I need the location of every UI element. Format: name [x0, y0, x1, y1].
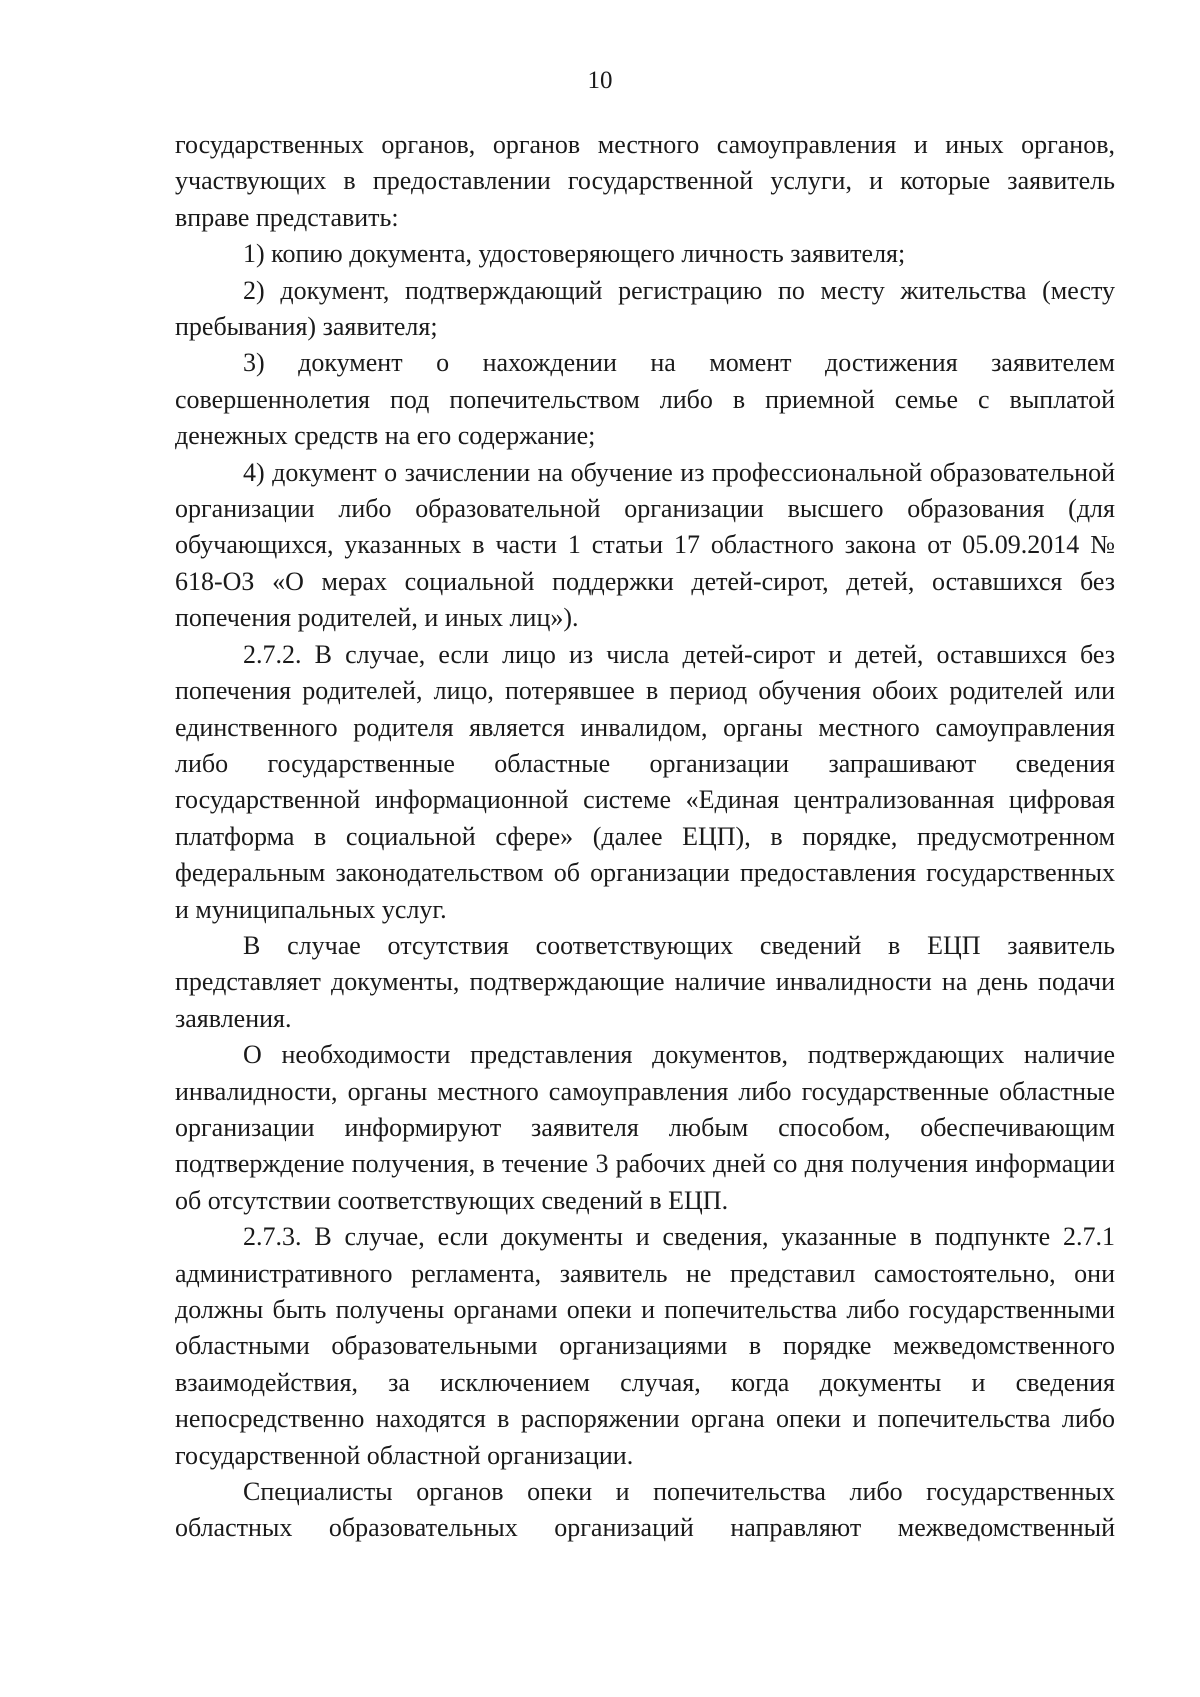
paragraph-continuation: государственных органов, органов местного самоуправления и иных органов, участвующих в предоставлении государственной услуги, и которые заявитель вправе представить:	[175, 130, 1115, 232]
list-item-4: 4) документ о зачислении на обучение из профессиональной образовательной организации либо образовательной организации высшего образования (для обучающихся, указанных в части 1 статьи 17 областного закона от 05.09.2014 № 618-ОЗ «О мерах социальной поддержки детей-сирот, детей, оставшихся без попечения родителей, и иных лиц»).	[175, 457, 1115, 633]
list-item-3: 3) документ о нахождении на момент достижения заявителем совершеннолетия под попечительством либо в приемной семье с выплатой денежных средств на его содержание;	[175, 348, 1115, 451]
list-item-1: 1) копию документа, удостоверяющего личность заявителя;	[243, 239, 906, 269]
paragraph-specialists: Специалисты органов опеки и попечительства либо государственных областных образовательных организаций направляют межведомственный	[175, 1477, 1115, 1543]
paragraph-absence-of-info: В случае отсутствия соответствующих сведений в ЕЦП заявитель представляет документы, подтверждающие наличие инвалидности на день подачи заявления.	[175, 930, 1115, 1033]
paragraph-notification: О необходимости представления документов, подтверждающих наличие инвалидности, органы местного самоуправления либо государственные областные организации информируют заявителя любым способом, обеспечивающим подтверждение получения, в течение 3 рабочих дней со дня получения информации об отсутствии соответствующих сведений в ЕЦП.	[175, 1040, 1115, 1215]
clause-2-7-2: 2.7.2. В случае, если лицо из числа детей-сирот и детей, оставшихся без попечения родителей, лицо, потерявшее в период обучения обоих родителей или единственного родителя является инвалидом, органы местного самоуправления либо государственные областные организации запрашивают сведения государственной информационной системе «Единая централизованная цифровая платформа в социальной сфере» (далее ЕЦП), в порядке, предусмотренном федеральным законодательством об организации предоставления государственных и муниципальных услуг.	[175, 639, 1115, 924]
clause-2-7-3: 2.7.3. В случае, если документы и сведения, указанные в подпункте 2.7.1 административного регламента, заявитель не представил самостоятельно, они должны быть получены органами опеки и попечительства либо государственными областными образовательными организациями в порядке межведомственного взаимодействия, за исключением случая, когда документы и сведения непосредственно находятся в распоряжении органа опеки и попечительства либо государственной областной организации.	[175, 1222, 1115, 1470]
page-number: 10	[587, 67, 613, 94]
list-item-2: 2) документ, подтверждающий регистрацию по месту жительства (месту пребывания) заявителя;	[175, 275, 1115, 342]
document-body	[175, 127, 1115, 1547]
